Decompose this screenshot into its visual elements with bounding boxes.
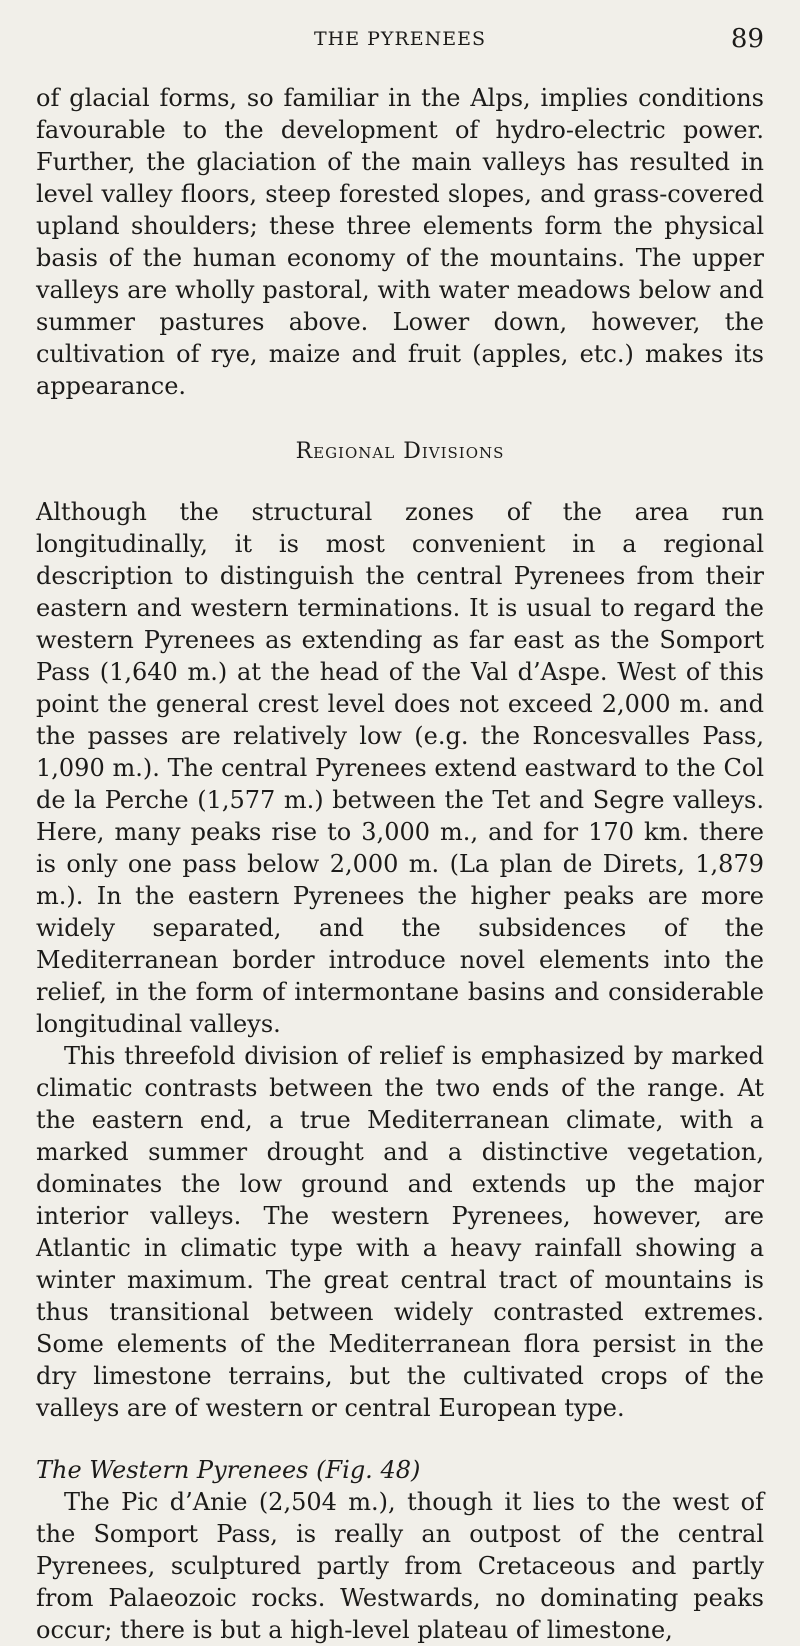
running-head bbox=[36, 20, 764, 60]
running-title: THE PYRENEES bbox=[313, 28, 487, 50]
section-heading-regional-divisions: Regional Divisions bbox=[295, 439, 505, 464]
paragraph-western-pyrenees: The Pic d’Anie (2,504 m.), though it lies to the west of the Somport Pass, is really an outpost of the central Pyrenees, sculptured partly from Cretaceous and partly from Palaeozoic rocks. Westwards, no dominating peaks occur; there is but a high-level plateau of limestone, bbox=[36, 1488, 764, 1644]
subsection-heading-western-pyrenees: The Western Pyrenees (Fig. 48) bbox=[36, 1456, 421, 1484]
paragraph-climatic-contrasts: This threefold division of relief is emphasized by marked climatic contrasts between the two ends of the range. At the eastern end, a true Mediterranean climate, with a marked summer drought and a distinctive vegetation, dominates the low ground and extends up the major interior valleys. The western Pyrenees, however, are Atlantic in climatic type with a heavy rainfall showing a winter maximum. The great central tract of mountains is thus transitional between widely contrasted extremes. Some elements of the Mediterranean flora persist in the dry limestone terrains, but the cultivated crops of the valleys are of western or central European type. bbox=[36, 1042, 764, 1422]
paragraph-regional-divisions: Although the structural zones of the area run longitudinally, it is most convenient in a regional description to distinguish the central Pyrenees from their eastern and western terminations. It is usual to regard the western Pyrenees as extending as far east as the Somport Pass (1,640 m.) at the head of the Val d’Aspe. West of this point the general crest level does not exceed 2,000 m. and the passes are relatively low (e.g. the Roncesvalles Pass, 1,090 m.). The central Pyrenees extend eastward to the Col de la Perche (1,577 m.) between the Tet and Segre valleys. Here, many peaks rise to 3,000 m., and for 170 km. there is only one pass below 2,000 m. (La plan de Direts, 1,879 m.). In the eastern Pyrenees the higher peaks are more widely separated, and the subsidences of the Mediterranean border introduce novel elements into the relief, in the form of intermontane basins and considerable longitudinal valleys. bbox=[36, 498, 764, 1038]
page-number: 89 bbox=[730, 24, 764, 54]
book-page bbox=[36, 0, 764, 1644]
paragraph-continued: of glacial forms, so familiar in the Alps, implies conditions favourable to the development of hydro-electric power. Further, the glaciation of the main valleys has resulted in level valley floors, steep forested slopes, and grass-covered upland shoulders; these three elements form the physical basis of the human economy of the mountains. The upper valleys are wholly pastoral, with water meadows below and summer pastures above. Lower down, however, the cultivation of rye, maize and fruit (apples, etc.) makes its appearance. bbox=[36, 84, 764, 400]
page-body bbox=[36, 82, 764, 1646]
